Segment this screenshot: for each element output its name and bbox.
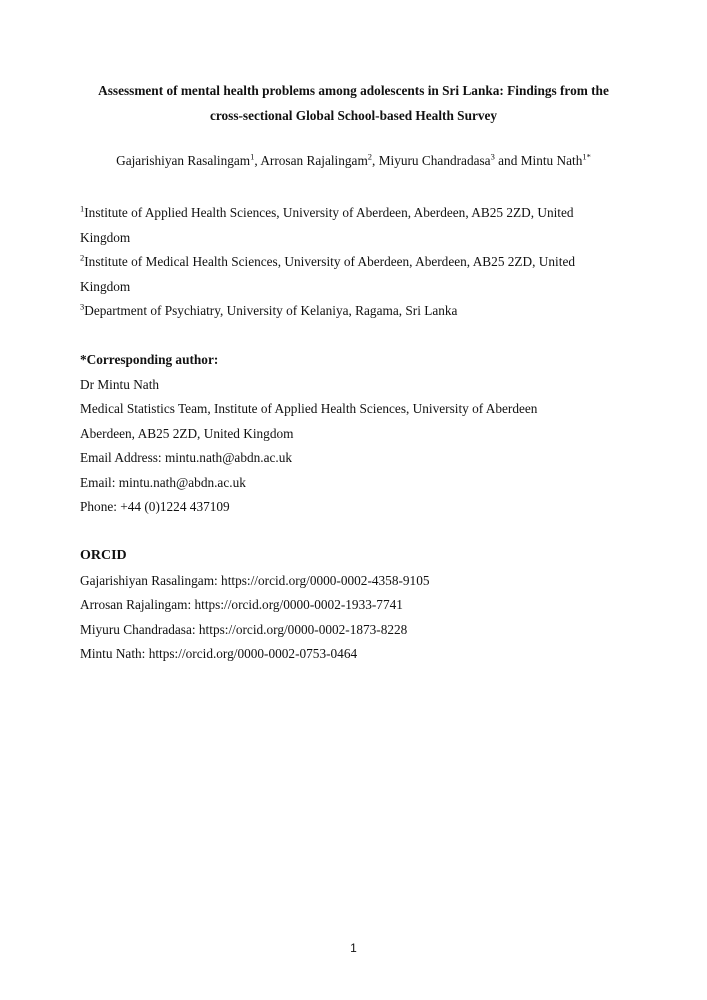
corresponding-author-email-address: Email Address: mintu.nath@abdn.ac.uk [80, 450, 293, 465]
author-affiliation-marker: 2 [367, 151, 373, 162]
affiliation-marker: 2 [80, 252, 85, 263]
orcid-heading: ORCID [80, 548, 127, 563]
author-name: Gajarishiyan Rasalingam [116, 153, 251, 168]
author-affiliation-marker: 1* [582, 151, 591, 162]
author-separator: , [254, 153, 261, 168]
orcid-section [80, 544, 627, 667]
author-name: Arrosan Rajalingam [260, 153, 368, 168]
paper-title [60, 78, 647, 128]
affiliation-2 [80, 250, 627, 275]
affiliation-1 [80, 201, 627, 226]
corresponding-author-heading: *Corresponding author: [80, 352, 219, 367]
author-affiliation-marker: 1 [250, 151, 255, 162]
corresponding-author-phone: Phone: +44 (0)1224 437109 [80, 499, 230, 514]
author-list [40, 151, 667, 171]
author-affiliation-marker: 3 [490, 151, 495, 162]
affiliation-marker: 3 [80, 301, 85, 312]
affiliation-2-continued: Kingdom [80, 278, 131, 294]
author-separator: and [494, 153, 521, 168]
title-line-2: cross-sectional Global School-based Health Survey [209, 108, 498, 123]
affiliation-text: Institute of Applied Health Sciences, University of Aberdeen, Aberdeen, AB25 2ZD, United [84, 205, 574, 220]
corresponding-author-name: Dr Mintu Nath [80, 376, 160, 392]
author-name: Miyuru Chandradasa [378, 153, 491, 168]
affiliations [80, 201, 627, 324]
corresponding-author-address-line-2: Aberdeen, AB25 2ZD, United Kingdom [80, 425, 294, 441]
affiliation-text: Department of Psychiatry, University of Kelaniya, Ragama, Sri Lanka [84, 303, 458, 318]
corresponding-author-email: Email: mintu.nath@abdn.ac.uk [80, 474, 246, 490]
title-line-1: Assessment of mental health problems among adolescents in Sri Lanka: Findings from the [98, 83, 609, 98]
orcid-entry: Arrosan Rajalingam: https://orcid.org/0000-0002-1933-7741 [80, 597, 403, 612]
author-separator: , [372, 153, 379, 168]
affiliation-text: Institute of Medical Health Sciences, University of Aberdeen, Aberdeen, AB25 2ZD, United [84, 254, 576, 269]
corresponding-author-address-line-1: Medical Statistics Team, Institute of Applied Health Sciences, University of Aberdeen [80, 401, 538, 416]
page-number: 1 [350, 941, 357, 955]
affiliation-marker: 1 [80, 203, 85, 214]
author-name: Mintu Nath [520, 153, 583, 168]
affiliation-3 [80, 299, 627, 324]
orcid-entry: Mintu Nath: https://orcid.org/0000-0002-0753-0464 [80, 646, 358, 661]
orcid-entry: Miyuru Chandradasa: https://orcid.org/0000-0002-1873-8228 [80, 621, 408, 637]
corresponding-author-section [80, 348, 627, 520]
orcid-entry: Gajarishiyan Rasalingam: https://orcid.org/0000-0002-4358-9105 [80, 572, 430, 588]
affiliation-1-continued: Kingdom [80, 229, 131, 245]
